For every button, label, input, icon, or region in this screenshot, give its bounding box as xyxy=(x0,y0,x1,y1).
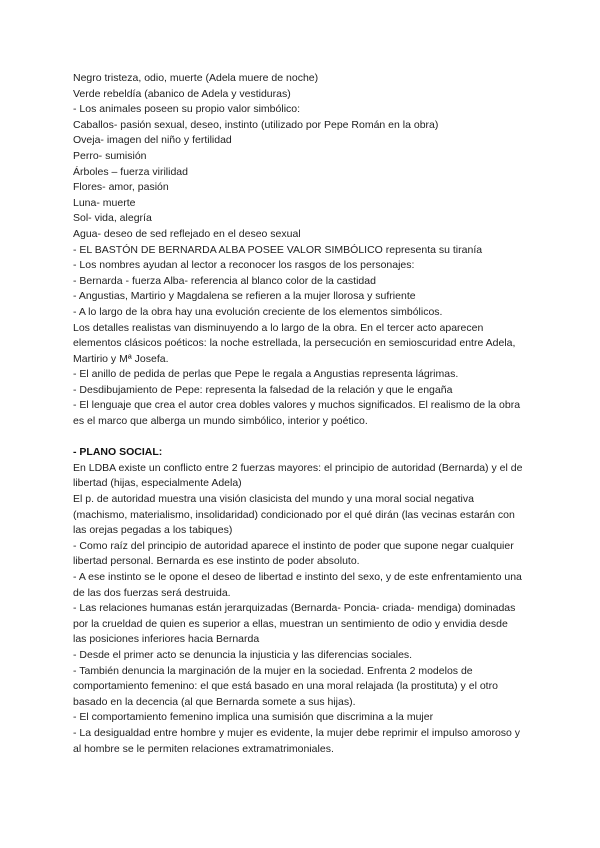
paragraph-gap xyxy=(73,430,550,446)
text-line: - A lo largo de la obra hay una evolución creciente de los elementos simbólicos. xyxy=(73,305,443,318)
text-line: libertad personal. Bernarda es ese instinto de poder absoluto. xyxy=(73,555,360,568)
text-line: Luna- muerte xyxy=(73,196,136,209)
text-line: Sol- vida, alegría xyxy=(73,212,152,225)
text-line: - Como raíz del principio de autoridad aparece el instinto de poder que supone negar cualquier xyxy=(73,539,514,552)
text-line: (machismo, materialismo, insolidaridad) condicionado por el qué dirán (las vecinas estarán con xyxy=(73,508,515,521)
text-line: - EL BASTÓN DE BERNARDA ALBA POSEE VALOR SIMBÓLICO representa su tiranía xyxy=(73,243,483,256)
text-line: por la crueldad de quien es superior a ellas, muestran un sentimiento de odio y envidia desde xyxy=(73,617,508,630)
text-line: Caballos- pasión sexual, deseo, instinto (utilizado por Pepe Román en la obra) xyxy=(73,118,439,131)
text-line: - El anillo de pedida de perlas que Pepe le regala a Angustias representa lágrimas. xyxy=(73,368,459,381)
text-line: - Desde el primer acto se denuncia la injusticia y las diferencias sociales. xyxy=(73,648,413,661)
text-line: las posiciones inferiores hacia Bernarda xyxy=(73,633,260,646)
text-line: es el marco que alberga un mundo simbólico, interior y poético. xyxy=(73,415,368,428)
text-line: Martirio y Mª Josefa. xyxy=(73,352,169,365)
text-line: de las dos fuerzas será destruida. xyxy=(73,586,231,599)
social-plane-section xyxy=(73,461,550,757)
text-line: - La desigualdad entre hombre y mujer es evidente, la mujer debe reprimir el impulso amoroso y xyxy=(73,726,521,739)
text-line: - Angustias, Martirio y Magdalena se refieren a la mujer llorosa y sufriente xyxy=(73,290,416,303)
text-line: - Desdibujamiento de Pepe: representa la falsedad de la relación y que le engaña xyxy=(73,383,453,396)
text-line: Negro tristeza, odio, muerte (Adela muere de noche) xyxy=(73,72,319,84)
text-line: Verde rebeldía (abanico de Adela y vestiduras) xyxy=(73,87,291,100)
text-line: - El comportamiento femenino implica una sumisión que discrimina a la mujer xyxy=(73,711,434,724)
text-line: En LDBA existe un conflicto entre 2 fuerzas mayores: el principio de autoridad (Bernarda) y el de xyxy=(73,461,523,474)
text-line: - Bernarda - fuerza Alba- referencia al blanco color de la castidad xyxy=(73,274,376,287)
text-line: - A ese instinto se le opone el deseo de libertad e instinto del sexo, y de este enfrentamiento una xyxy=(73,571,522,583)
text-line: Oveja- imagen del niño y fertilidad xyxy=(73,134,232,147)
text-line: comportamiento femenino: el que está basado en una moral relajada (la prostituta) y el otro xyxy=(73,680,498,693)
text-line: - Los animales poseen su propio valor simbólico: xyxy=(73,103,301,116)
text-line: El p. de autoridad muestra una visión clasicista del mundo y una moral social negativa xyxy=(73,493,474,506)
text-line: - También denuncia la marginación de la mujer en la sociedad. Enfrenta 2 modelos de xyxy=(73,664,473,677)
text-line: Los detalles realistas van disminuyendo a lo largo de la obra. En el tercer acto aparecen xyxy=(73,321,484,334)
text-line: las orejas pegadas a los tabiques) xyxy=(73,524,233,537)
text-line: Árboles – fuerza virilidad xyxy=(73,165,188,178)
section-heading-plano-social: - PLANO SOCIAL: xyxy=(73,446,163,459)
symbolism-section xyxy=(73,71,550,430)
text-line: Perro- sumisión xyxy=(73,149,147,162)
text-line: libertad (hijas, especialmente Adela) xyxy=(73,477,242,490)
text-line: - Los nombres ayudan al lector a reconocer los rasgos de los personajes: xyxy=(73,259,415,272)
text-line: - El lenguaje que crea el autor crea dobles valores y muchos significados. El realismo de la obra xyxy=(73,399,521,412)
text-line: Agua- deseo de sed reflejado en el deseo sexual xyxy=(73,227,301,240)
document-body xyxy=(73,71,550,757)
text-line: Flores- amor, pasión xyxy=(73,181,169,194)
text-line: elementos clásicos poéticos: la noche estrellada, la persecución en semioscuridad entre Adela, xyxy=(73,337,516,350)
text-line: - Las relaciones humanas están jerarquizadas (Bernarda- Poncia- criada- mendiga) dominadas xyxy=(73,602,516,615)
text-line: al hombre se le permiten relaciones extramatrimoniales. xyxy=(73,742,334,755)
text-line: basado en la decencia (al que Bernarda somete a sus hijas). xyxy=(73,695,356,708)
